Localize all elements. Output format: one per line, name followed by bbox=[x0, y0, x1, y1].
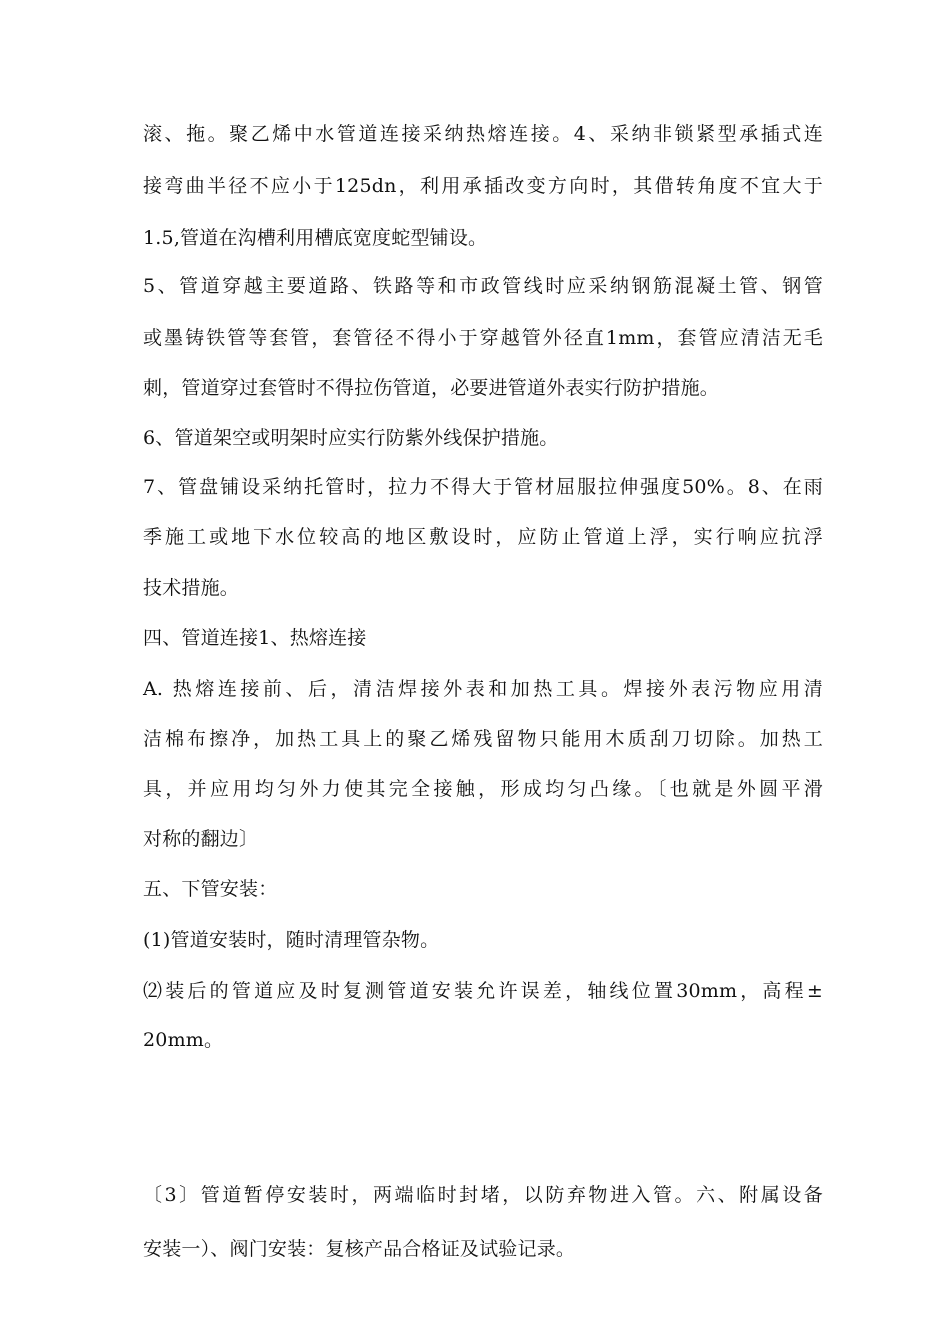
text-line: 7、管盘铺设采纳托管时，拉力不得大于管材屈服拉伸强度50%。8、在雨 bbox=[143, 476, 823, 498]
text-line: 刺，管道穿过套管时不得拉伤管道，必要进管道外表实行防护措施。 bbox=[143, 377, 720, 399]
text-line: 6、管道架空或明架时应实行防紫外线保护措施。 bbox=[143, 427, 559, 449]
text-line: 安装一）、阀门安装：复核产品合格证及试验记录。 bbox=[143, 1238, 576, 1260]
section-heading: 四、管道连接1、热熔连接 bbox=[143, 627, 367, 649]
text-line: 〔3〕管道暂停安装时，两端临时封堵，以防弃物进入管。六、附属设备 bbox=[143, 1184, 823, 1206]
text-line: 或墨铸铁管等套管，套管径不得小于穿越管外径直1mm，套管应清洁无毛 bbox=[143, 327, 823, 349]
text-line: 20mm。 bbox=[143, 1029, 224, 1051]
text-line: (1)管道安装时，随时清理管杂物。 bbox=[143, 929, 440, 951]
text-line: 接弯曲半径不应小于125dn，利用承插改变方向时，其借转角度不宜大于 bbox=[143, 175, 823, 197]
text-line: A. 热熔连接前、后，清洁焊接外表和加热工具。焊接外表污物应用清 bbox=[143, 678, 823, 700]
text-line: 5、管道穿越主要道路、铁路等和市政管线时应采纳钢筋混凝土管、钢管 bbox=[143, 275, 823, 297]
text-line: 洁棉布擦净，加热工具上的聚乙烯残留物只能用木质刮刀切除。加热工 bbox=[143, 728, 823, 750]
text-line: ⑵装后的管道应及时复测管道安装允许误差，轴线位置30mm，高程± bbox=[143, 980, 823, 1002]
text-line: 1.5,管道在沟槽利用槽底宽度蛇型铺设。 bbox=[143, 227, 488, 249]
text-line: 对称的翻边〕 bbox=[143, 828, 259, 850]
text-line: 具，并应用均匀外力使其完全接触，形成均匀凸缘。〔也就是外圆平滑 bbox=[143, 778, 823, 800]
text-line: 滚、拖。聚乙烯中水管道连接采纳热熔连接。4、采纳非锁紧型承插式连 bbox=[143, 123, 823, 145]
section-heading: 五、下管安装： bbox=[143, 878, 278, 900]
text-line: 技术措施。 bbox=[143, 577, 240, 599]
text-line: 季施工或地下水位较高的地区敷设时，应防止管道上浮，实行响应抗浮 bbox=[143, 526, 823, 548]
